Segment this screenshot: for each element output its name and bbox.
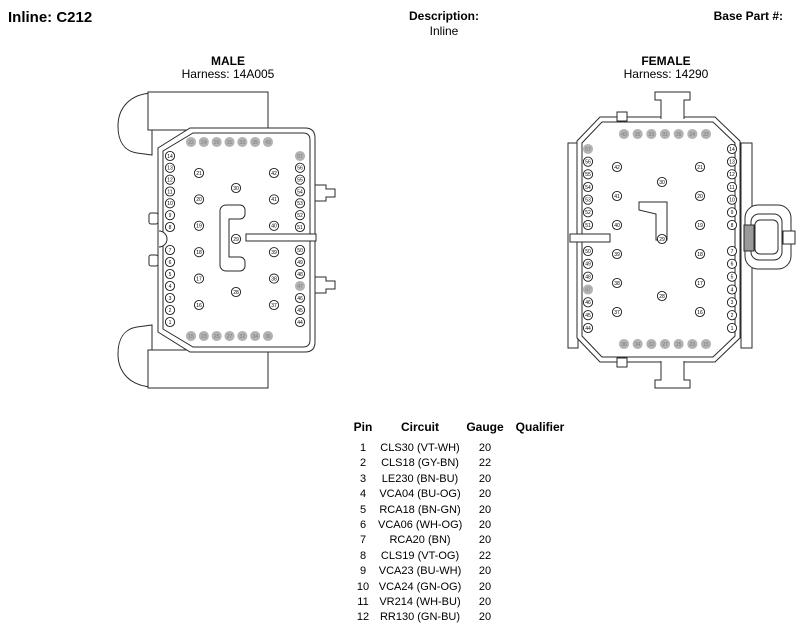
pin-label: 13 [729, 159, 735, 166]
table-cell [508, 564, 572, 579]
pin-label: 23 [201, 333, 207, 340]
pin-label: 25 [213, 333, 220, 340]
pin-label: 50 [585, 248, 591, 255]
female-tab-top [655, 92, 690, 119]
pin-label: 50 [297, 247, 303, 254]
pin-label: 51 [297, 224, 303, 231]
male-wing-top [148, 92, 268, 130]
female-title: FEMALE [641, 54, 691, 68]
pin-label: 56 [585, 159, 591, 166]
pin-label: 21 [697, 164, 703, 171]
pin-label: 49 [297, 259, 303, 266]
table-cell [508, 595, 572, 610]
table-cell: 4 [359, 488, 367, 501]
table-cell [508, 518, 572, 533]
pin-label: 8 [730, 222, 734, 229]
female-slot-left [570, 234, 610, 242]
pin-label: 5 [730, 274, 734, 281]
table-cell: 9 [359, 565, 367, 578]
table-cell [508, 503, 572, 518]
pin-label: 26 [675, 131, 682, 138]
table-cell: VCA06 (WH-OG) [378, 518, 463, 531]
table-cell: 3 [359, 472, 367, 485]
pin-label: 33 [239, 139, 246, 146]
table-cell: 20 [478, 595, 492, 608]
table-cell [508, 487, 572, 502]
table-cell [508, 610, 572, 625]
pin-label: 40 [614, 222, 620, 229]
pin-label: 7 [168, 247, 172, 254]
table-cell [508, 456, 572, 471]
pin-label: 54 [585, 184, 591, 191]
table-cell: 20 [478, 488, 492, 501]
table-cell: VR214 (WH-BU) [379, 595, 461, 608]
pin-label: 35 [634, 131, 641, 138]
pin-label: 39 [271, 250, 277, 256]
table-cell: 20 [478, 580, 492, 593]
pin-label: 15 [703, 341, 709, 348]
pin-label: 3 [730, 300, 734, 307]
col-header-qualifier: Qualifier [515, 420, 565, 434]
col-header-gauge: Gauge [466, 420, 504, 434]
description-label: Description: [408, 9, 479, 23]
pin-label: 31 [226, 139, 233, 146]
pin-label: 16 [697, 309, 703, 316]
male-tab-right-top [314, 185, 335, 201]
pin-label: 57 [585, 146, 591, 153]
table-cell: LE230 (BN-BU) [381, 472, 459, 485]
pin-label: 32 [648, 341, 655, 348]
male-tab-right-bottom [314, 277, 335, 293]
pin-label: 1 [730, 325, 734, 332]
table-cell: RR130 (GN-BU) [379, 611, 461, 624]
pin-label: 27 [226, 333, 233, 340]
pin-label: 20 [697, 193, 703, 200]
female-tab-bottom [655, 361, 690, 388]
pin-label: 10 [167, 201, 173, 208]
pin-label: 36 [621, 341, 627, 348]
pin-label: 38 [271, 276, 277, 283]
pin-label: 3 [168, 295, 172, 302]
table-cell: 1 [359, 442, 367, 454]
pin-label: 12 [729, 172, 735, 179]
pin-label: 2 [168, 307, 172, 314]
table-cell: 22 [478, 457, 492, 470]
pin-label: 23 [689, 341, 696, 348]
pin-label: 47 [585, 287, 591, 294]
pin-label: 35 [252, 139, 258, 146]
col-header-circuit: Circuit [400, 420, 439, 434]
table-cell [508, 441, 572, 456]
table-cell: CLS30 (VT-WH) [380, 442, 460, 454]
table-cell: 11 [357, 595, 369, 608]
table-cell: CLS18 (GY-BN) [381, 457, 459, 470]
pin-label: 10 [729, 197, 735, 204]
pin-label: 32 [239, 333, 246, 340]
male-title: MALE [211, 54, 245, 68]
table-cell: RCA18 (BN-GN) [379, 503, 461, 516]
pin-label: 18 [196, 250, 202, 256]
table-cell: 20 [478, 442, 492, 454]
pin-label: 28 [233, 289, 239, 296]
pin-label: 41 [614, 193, 620, 200]
pin-label: 14 [167, 153, 173, 160]
pin-label: 25 [675, 341, 682, 348]
pin-label: 21 [196, 170, 202, 177]
pin-label: 46 [297, 295, 303, 302]
pin-label: 48 [297, 271, 303, 278]
pin-label: 53 [585, 197, 591, 204]
pin-label: 56 [297, 165, 303, 172]
pin-label: 15 [188, 333, 194, 340]
table-cell [508, 472, 572, 487]
female-notch-top [617, 112, 627, 121]
pin-label: 57 [297, 153, 303, 160]
pin-label: 16 [196, 302, 202, 309]
table-cell: 20 [478, 518, 492, 531]
pin-label: 42 [271, 170, 277, 177]
pin-label: 34 [252, 333, 258, 340]
male-harness: Harness: 14A005 [181, 67, 275, 81]
pin-label: 26 [213, 139, 220, 146]
pin-label: 22 [703, 131, 709, 138]
pin-label: 20 [196, 197, 202, 204]
table-cell: 20 [478, 472, 492, 485]
table-cell: 2 [359, 457, 367, 470]
table-cell: 10 [356, 580, 370, 593]
pin-label: 40 [271, 223, 277, 230]
table-cell [508, 533, 572, 548]
pin-label: 27 [662, 341, 668, 348]
pin-label: 22 [188, 139, 194, 146]
table-cell [508, 549, 572, 564]
pin-label: 38 [614, 280, 620, 287]
pin-label: 48 [585, 274, 591, 281]
pin-label: 7 [730, 248, 734, 255]
pin-label: 24 [689, 131, 696, 138]
pin-label: 11 [167, 189, 173, 196]
pin-label: 11 [729, 184, 735, 191]
female-latch [744, 205, 795, 269]
table-cell: 6 [359, 518, 367, 531]
table-cell: 7 [359, 534, 367, 547]
male-ear-bottom [118, 325, 152, 387]
pin-label: 1 [168, 319, 172, 326]
pin-label: 8 [168, 224, 172, 231]
pin-label: 6 [168, 259, 172, 266]
pin-label: 30 [233, 185, 239, 192]
pin-label: 6 [730, 261, 734, 268]
table-cell [508, 580, 572, 595]
pin-label: 19 [196, 223, 202, 230]
pin-label: 45 [585, 312, 591, 319]
pin-label: 4 [168, 283, 172, 290]
pin-label: 43 [265, 139, 271, 146]
male-wing-bottom [148, 350, 268, 388]
col-header-pin: Pin [353, 420, 373, 434]
table-cell: 20 [478, 611, 492, 624]
pin-label: 44 [585, 325, 591, 332]
table-cell: CLS19 (VT-OG) [380, 549, 460, 562]
table-cell: VCA24 (GN-OG) [378, 580, 462, 593]
pin-table [348, 420, 572, 626]
table-cell: 20 [478, 534, 492, 547]
pin-label: 31 [662, 131, 668, 138]
pin-label: 29 [659, 236, 665, 243]
female-title-block [553, 55, 779, 81]
table-cell: VCA23 (BU-WH) [378, 565, 462, 578]
male-title-block [103, 55, 353, 81]
pin-label: 43 [621, 131, 627, 138]
table-cell: RCA20 (BN) [389, 534, 451, 547]
pin-label: 29 [233, 236, 239, 243]
pin-label: 52 [585, 210, 591, 217]
table-cell: 8 [359, 549, 367, 562]
male-slot-right [246, 234, 316, 241]
pin-label: 24 [201, 139, 207, 146]
male-ear-top [118, 93, 152, 155]
pin-label: 39 [614, 251, 620, 258]
pin-label: 17 [697, 280, 703, 287]
table-cell: 12 [356, 611, 370, 624]
pin-label: 2 [730, 312, 734, 319]
table-cell: 20 [478, 503, 492, 516]
pin-label: 12 [167, 177, 173, 184]
pin-label: 30 [659, 179, 665, 186]
female-harness: Harness: 14290 [623, 67, 709, 81]
pin-label: 14 [729, 146, 735, 153]
pin-label: 9 [168, 212, 172, 219]
male-connector-diagram [100, 85, 350, 405]
pin-label: 53 [297, 201, 303, 208]
pin-label: 46 [585, 300, 591, 307]
pin-label: 52 [297, 212, 303, 219]
pin-label: 54 [297, 189, 303, 196]
pin-label: 28 [659, 293, 665, 300]
pin-label: 9 [730, 210, 734, 217]
pin-label: 13 [167, 165, 173, 172]
male-notch-left-top [149, 213, 158, 224]
pin-label: 37 [271, 302, 277, 309]
pin-label: 18 [697, 251, 703, 258]
male-notch-left-bottom [149, 255, 158, 266]
pin-label: 51 [585, 222, 591, 229]
pin-label: 41 [271, 197, 277, 204]
pin-label: 45 [297, 307, 303, 314]
pin-label: 55 [585, 172, 591, 179]
pin-label: 55 [297, 177, 303, 184]
table-cell: 22 [478, 549, 492, 562]
pin-label: 4 [730, 287, 734, 294]
table-cell: VCA04 (BU-OG) [379, 488, 461, 501]
female-notch-bottom [617, 358, 627, 367]
page-title: Inline: C212 [8, 9, 93, 26]
pin-label: 37 [614, 309, 620, 316]
base-part-label: Base Part #: [713, 9, 783, 23]
pin-label: 42 [614, 164, 620, 171]
pin-label: 47 [297, 283, 303, 290]
pin-label: 34 [634, 341, 641, 348]
pin-label: 17 [196, 276, 202, 283]
description-block [384, 9, 504, 39]
female-connector-diagram [555, 85, 804, 405]
pin-label: 36 [265, 333, 271, 340]
pin-label: 19 [697, 222, 703, 229]
pin-label: 44 [297, 319, 303, 326]
description-value: Inline [429, 24, 459, 38]
table-cell: 5 [359, 503, 367, 516]
pin-label: 33 [648, 131, 655, 138]
pin-label: 49 [585, 261, 591, 268]
pin-label: 5 [168, 271, 172, 278]
table-cell: 20 [478, 565, 492, 578]
